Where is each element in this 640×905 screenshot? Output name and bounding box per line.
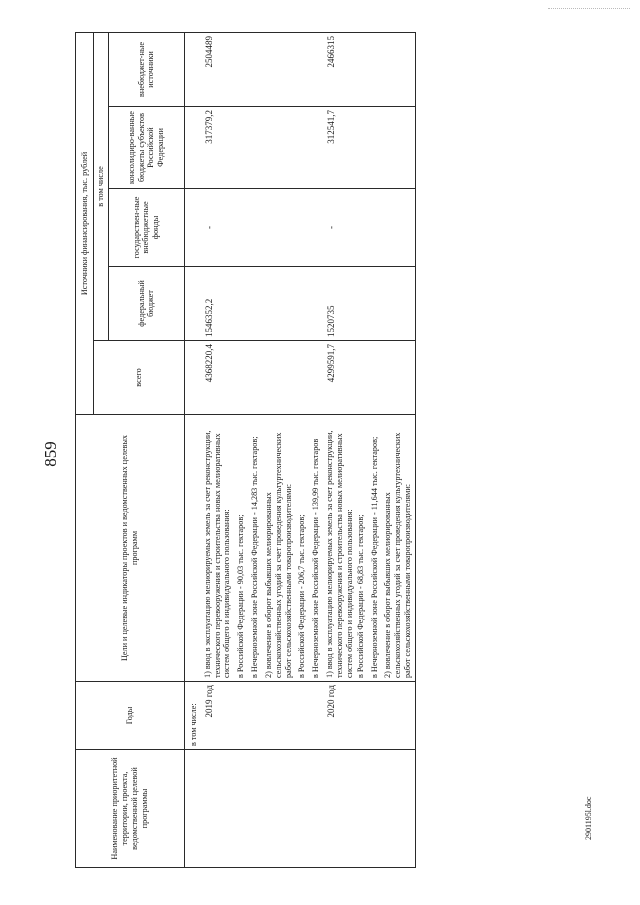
indicator-line: 2) вовлечение в оборот выбывших мелиорированных сельскохозяйственных угодий за счет проведения культуртехнических работ сельскохозяйственными товаропроизводителями: — [263, 432, 293, 678]
indicators-cell — [201, 415, 323, 682]
indicator-line: 1) ввод в эксплуатацию мелиорируемых земель за счет реконструкции, технического перевооружения и строительства новых мелиоративных систем общего и индивидуального пользования: — [325, 430, 354, 678]
year-cell: 2020 год — [323, 682, 415, 750]
regional-value: 312541,7 — [323, 107, 415, 189]
indicator-line: в Нечерноземной зоне Российской Федерации - 139,99 тыс. гектаров — [311, 438, 321, 678]
document-code: 2901195l.doc — [584, 796, 593, 840]
year-cell: 2019 год — [201, 682, 323, 750]
indicators-cell — [323, 415, 415, 682]
indicator-line: в Российской Федерации - 206,7 тыс. гектаров; — [297, 514, 307, 678]
table-row — [323, 32, 415, 867]
indicator-line: в Нечерноземной зоне Российской Федерации - 14,283 тыс. гектаров; — [250, 436, 260, 678]
indicator-line: 1) ввод в эксплуатацию мелиорируемых земель за счет реконструкции, технического перевооружения и строительства новых мелиоративных систем общего и индивидуального пользования: — [202, 430, 232, 678]
regional-value: 317379,2 — [201, 107, 323, 189]
funding-table — [75, 32, 416, 868]
header-regional: консолидиро-ванные бюджеты субъектов Российской Федерации — [108, 107, 184, 189]
header-years: Годы — [76, 682, 185, 750]
header-state-funds: государствен-ные внебюджетные фонды — [108, 189, 184, 267]
indicator-line: в Российской Федерации - 68,83 тыс. гектаров; — [355, 514, 365, 678]
indicator-line: в Нечерноземной зоне Российской Федерации - 11,644 тыс. гектаров; — [369, 436, 379, 678]
table-row — [201, 32, 323, 867]
federal-value: 1546352,2 — [201, 267, 323, 341]
header-including: в том числе — [94, 32, 109, 340]
total-value: 4368220,4 — [201, 341, 323, 415]
offbudget-value: 2504489 — [201, 32, 323, 106]
state-funds-value: - — [201, 189, 323, 267]
total-value: 4299591,7 — [323, 341, 415, 415]
header-funding-sources: Источники финансирования, тыс. рублей — [76, 32, 94, 414]
header-goals: Цели и целевые индикаторы проектов и ведомственных целевых программ — [76, 415, 185, 682]
scan-edge-mark — [548, 8, 630, 9]
indicator-line: в Российской Федерации - 90,03 тыс. гектаров; — [236, 514, 246, 678]
header-offbudget: внебюджет-ные источники — [108, 32, 184, 106]
rotated-table-sheet — [75, 33, 585, 868]
state-funds-value: - — [323, 189, 415, 267]
offbudget-value: 2466315 — [323, 32, 415, 106]
indicator-line: 2) вовлечение в оборот выбывших мелиорированных сельскохозяйственных угодий за счет проведения культуртехнических работ сельскохозяйственными товаропроизводителями: — [383, 432, 413, 678]
page-number: 859 — [41, 441, 60, 467]
header-total: всего — [94, 341, 185, 415]
header-name: Наименование приоритетной территории, проекта, ведомственной целевой программы — [76, 750, 185, 868]
subheader-including: в том числе: — [184, 682, 200, 750]
header-federal: федеральный бюджет — [108, 267, 184, 341]
federal-value: 1520735 — [323, 267, 415, 341]
